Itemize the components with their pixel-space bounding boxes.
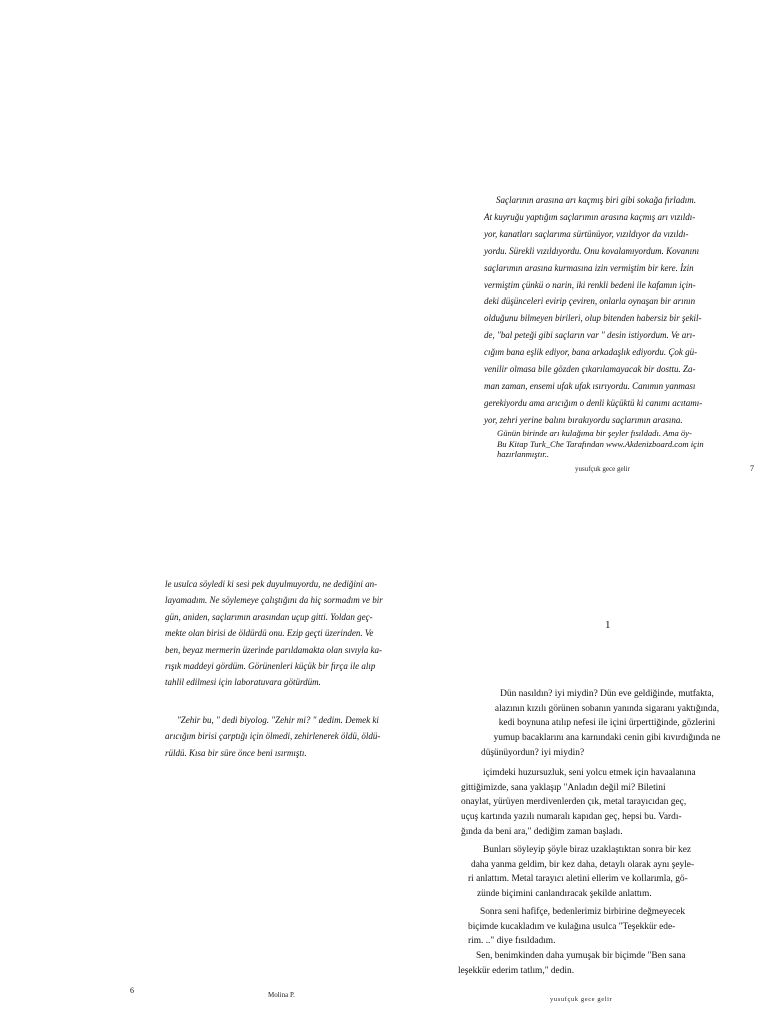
text-line: Bunları söyleyip şöyle biraz uzaklaştıktan sonra bir kez — [483, 845, 692, 855]
chapter-number: 1 — [605, 619, 611, 631]
text-line: onaylat, yürüyen merdivenlerden çık, metal tarayıcıdan geç, — [461, 797, 687, 808]
text-line: Günün birinde arı kulağıma bir şeyler fısıldadı. Ama öy- — [497, 428, 692, 438]
bottom-right-paragraph-5 — [458, 949, 738, 978]
text-line: man zaman, ensemi ufak ufak ısırıyordu. Canımın yanması — [484, 380, 696, 391]
text-line: ğında da beni ara," dediğim zaman başladı. — [461, 826, 623, 837]
text-line: uçuş kartında yazılı numaralı kapıdan geç, hepsi bu. Vardı- — [461, 812, 682, 823]
text-line: gittiğimizde, sana yaklaşıp "Anladın değil mi? Biletini — [461, 782, 666, 793]
text-line: saçlarımın arasına kurmasına izin vermiştim bir kere. İzin — [484, 262, 694, 273]
text-line: arıcığım birisi çarptığı için ölmedi, zehirlenerek öldü, öldü- — [165, 731, 381, 742]
text-line: Dün nasıldın? iyi miydin? Dün eve geldiğinde, mutfakta, — [500, 689, 714, 699]
text-line: rim. .." diye fısıldadım. — [468, 936, 556, 947]
text-line: zünde biçimini canlandıracak şekilde anlattım. — [477, 889, 652, 900]
bottom-right-paragraph-1 — [478, 687, 736, 761]
text-line: düşünüyordun? iyi miydin? — [481, 747, 585, 758]
text-line: yor, zehri yerine balını bırakıyordu saçlarımın arasına. — [484, 414, 683, 425]
text-line: daha yanma geldim, bir kez daha, detaylı olarak aynı şeyle- — [471, 859, 695, 870]
text-line: Sen, benimkinden daha yumuşak bir biçimde "Ben sana — [476, 951, 686, 961]
top-right-footer-title: yusufçuk gece gelir — [575, 465, 630, 473]
text-line: leşekkür ederim tatlım," dedin. — [458, 965, 575, 976]
bottom-right-paragraph-2 — [458, 766, 738, 840]
text-line: ri anlattım. Metal tarayıcı aletini ellerim ve kollarımla, gö- — [468, 874, 688, 885]
bottom-left-paragraph-1 — [165, 576, 415, 691]
text-line: venilir olmasa bile gözden çıkarılamayacak bir dosttu. Za- — [484, 364, 696, 375]
text-line: kedi boynuna atılıp nefesi ile içini ürperttiğinde, gözlerini — [498, 718, 716, 729]
text-line: cığım bana eşlik ediyor, bana arkadaşlık ediyordu. Çok gü- — [484, 347, 698, 358]
text-line: gerekiyordu ama arıcığım o denli küçüktü ki canımı acıtamı- — [484, 397, 703, 408]
text-line: Saçlarının arasına arı kaçmış biri gibi sokağa fırladım. — [496, 195, 697, 205]
text-line: olduğunu bilmeyen birileri, olup bitenden habersiz bir şekil- — [484, 313, 702, 324]
text-line: le usulca söyledi ki sesi pek duyulmuyordu, ne dediğini an- — [165, 579, 378, 589]
bottom-right-paragraph-4 — [466, 905, 741, 949]
text-line: biçimde kucakladım ve kulağına usulca "Teşekkür ede- — [468, 921, 676, 932]
text-line: gün, aniden, saçlarımın arasından uçup gitti. Yoldan geç- — [165, 611, 373, 622]
top-right-note — [497, 428, 737, 460]
text-line: rüldü. Kısa bir süre önce beni ısırmıştı. — [165, 747, 307, 758]
text-line: Bu Kitap Turk_Che Tarafından www.Akdenizboard.com için — [497, 438, 704, 449]
text-line: içimdeki huzursuzluk, seni yolcu etmek için havaalanına — [483, 768, 696, 778]
bottom-left-footer-author: Molina P. — [268, 991, 295, 999]
text-line: hazırlanmıştır.. — [497, 449, 550, 459]
text-line: At kuyruğu yaptığım saçlarımın arasına kaçmış arı vızıldı- — [484, 211, 696, 222]
bottom-right-footer-title: yusufçuk gece gelir — [550, 996, 613, 1003]
text-line: Sonra seni hafifçe, bedenlerimiz birbirine değmeyecek — [480, 907, 686, 917]
bottom-right-paragraph-3 — [465, 843, 740, 902]
text-line: "Zehir bu, " dedi biyolog. "Zehir mi? " dedim. Demek ki — [177, 715, 379, 725]
text-line: layamadım. Ne söylemeye çalıştığını da hiç sormadım ve bir — [165, 595, 383, 606]
top-right-paragraph — [484, 192, 736, 429]
text-line: yumup bacaklarını ana karnındaki cenin gibi kıvırdığında ne — [493, 733, 721, 744]
text-line: deki düşünceleri evirip çeviren, onlarla oynaşan bir arının — [484, 296, 696, 307]
text-line: alazının kızılı görünen sobanın yanında sigaranı yaktığında, — [494, 703, 720, 714]
bottom-left-page-number: 6 — [130, 986, 134, 995]
bottom-left-paragraph-2 — [165, 712, 415, 761]
text-line: rışık maddeyi gördüm. Görünenleri küçük bir fırça ile alıp — [165, 661, 376, 672]
top-right-page-number: 7 — [750, 464, 754, 473]
text-line: tahlil edilmesi için laboratuvara götürdüm. — [165, 677, 321, 688]
text-line: mekte olan birisi de öldürdü onu. Ezip geçti üzerinden. Ve — [165, 628, 374, 639]
text-line: ben, beyaz mermerin üzerinde parıldamakta olan sıvıyla ka- — [165, 644, 382, 655]
text-line: yor, kanatları saçlarıma sürtünüyor, vızıldıyor da vızıldı- — [484, 228, 689, 239]
text-line: yordu. Sürekli vızıldıyordu. Onu kovalamıyordum. Kovanını — [484, 245, 700, 256]
text-line: de, "bal peteği gibi saçların var " desin istiyordum. Ve arı- — [484, 330, 696, 341]
text-line: vermiştim çünkü o narin, iki renkli bedeni ile kafamın için- — [484, 279, 696, 290]
